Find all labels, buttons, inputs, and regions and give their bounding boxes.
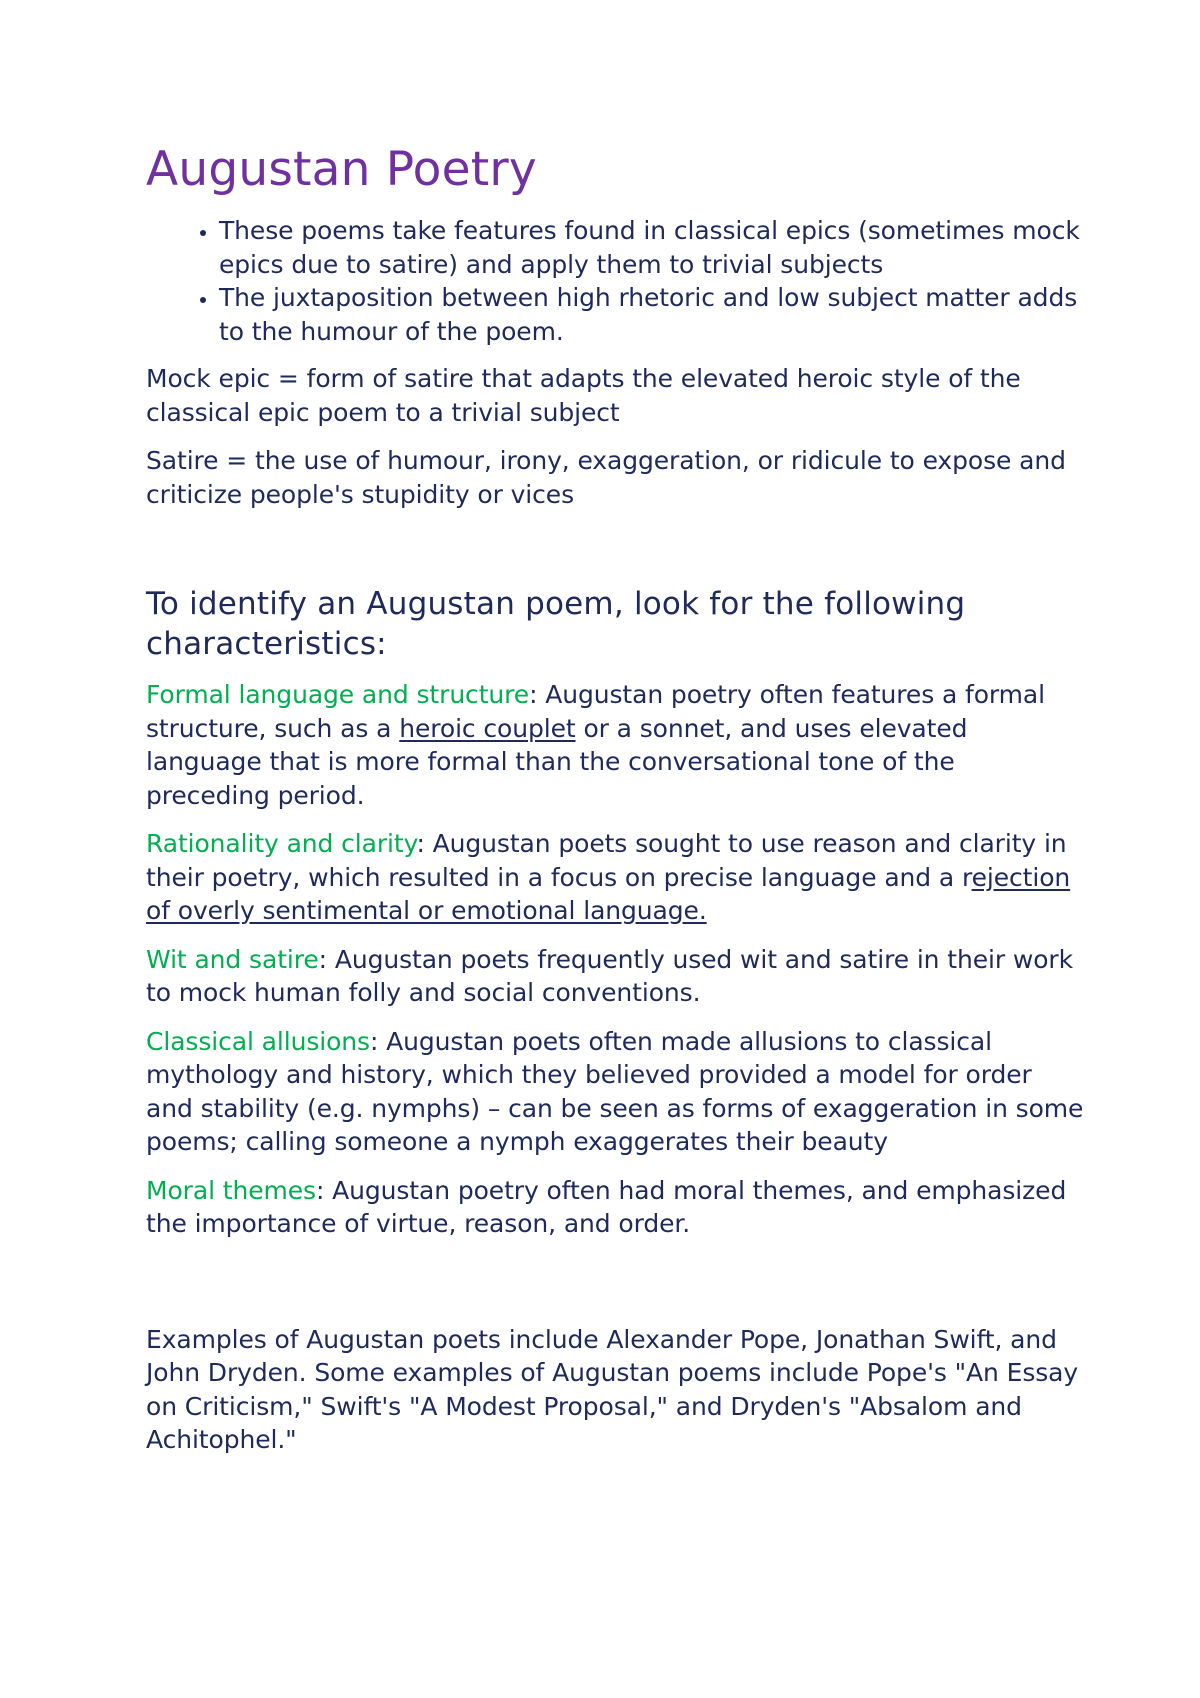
characteristic-paragraph	[146, 827, 1086, 928]
characteristic-paragraph	[146, 678, 1086, 812]
bullet-item: • The juxtaposition between high rhetoric and low subject matter adds to the humour of the poem.	[219, 281, 1086, 348]
underlined-text: heroic couplet	[399, 713, 576, 743]
characteristic-text: : Augustan poetry often had moral themes, and emphasized the importance of virtue, reason, and order.	[146, 1175, 1067, 1238]
underlined-text: ejection of overly sentimental or emotional language.	[146, 862, 1071, 925]
definition-satire: Satire = the use of humour, irony, exaggeration, or ridicule to expose and criticize people's stupidity or vices	[146, 446, 1066, 509]
document-body	[146, 140, 1086, 1472]
characteristic-term: Formal language and structure	[146, 680, 530, 709]
characteristic-term: Wit and satire	[146, 944, 319, 974]
characteristic-text: or a sonnet, and uses elevated language that is more formal than the conversational tone of the preceding period.	[146, 713, 968, 810]
examples-paragraph: Examples of Augustan poets include Alexander Pope, Jonathan Swift, and John Dryden. Some examples of Augustan poems include Pope's "An Essay on Criticism," Swift's "A Modest Proposal," and Dryden's "Absalom and Achitophel."	[146, 1324, 1079, 1454]
definition-mock-epic: Mock epic = form of satire that adapts the elevated heroic style of the classical epic poem to a trivial subject	[146, 364, 1021, 427]
section-heading: To identify an Augustan poem, look for the following characteristics:	[146, 586, 966, 662]
characteristic-paragraph	[146, 1025, 1086, 1159]
characteristic-paragraph	[146, 1174, 1086, 1241]
characteristic-text: : Augustan poets frequently used wit and satire in their work to mock human folly and social conventions.	[146, 944, 1073, 1007]
characteristic-term: Moral themes	[146, 1175, 316, 1205]
bullet-item: • These poems take features found in classical epics (sometimes mock epics due to satire) and apply them to trivial subjects	[219, 214, 1086, 281]
characteristic-text: : Augustan poetry often features a formal structure, such as a	[146, 680, 1045, 743]
characteristic-text: : Augustan poets sought to use reason and clarity in their poetry, which resulted in a focus on precise language and a r	[146, 829, 1067, 892]
intro-bullet-list	[146, 214, 1086, 348]
characteristic-paragraph	[146, 943, 1086, 1010]
characteristic-text: : Augustan poets often made allusions to classical mythology and history, which they believed provided a model for order and stability (e.g. nymphs) – can be seen as forms of exaggeration in some poems; calling someone a nymph exaggerates their beauty	[146, 1026, 1084, 1156]
characteristic-term: Rationality and clarity	[146, 829, 417, 858]
page-title: Augustan Poetry	[146, 142, 537, 197]
characteristic-term: Classical allusions	[146, 1026, 370, 1056]
